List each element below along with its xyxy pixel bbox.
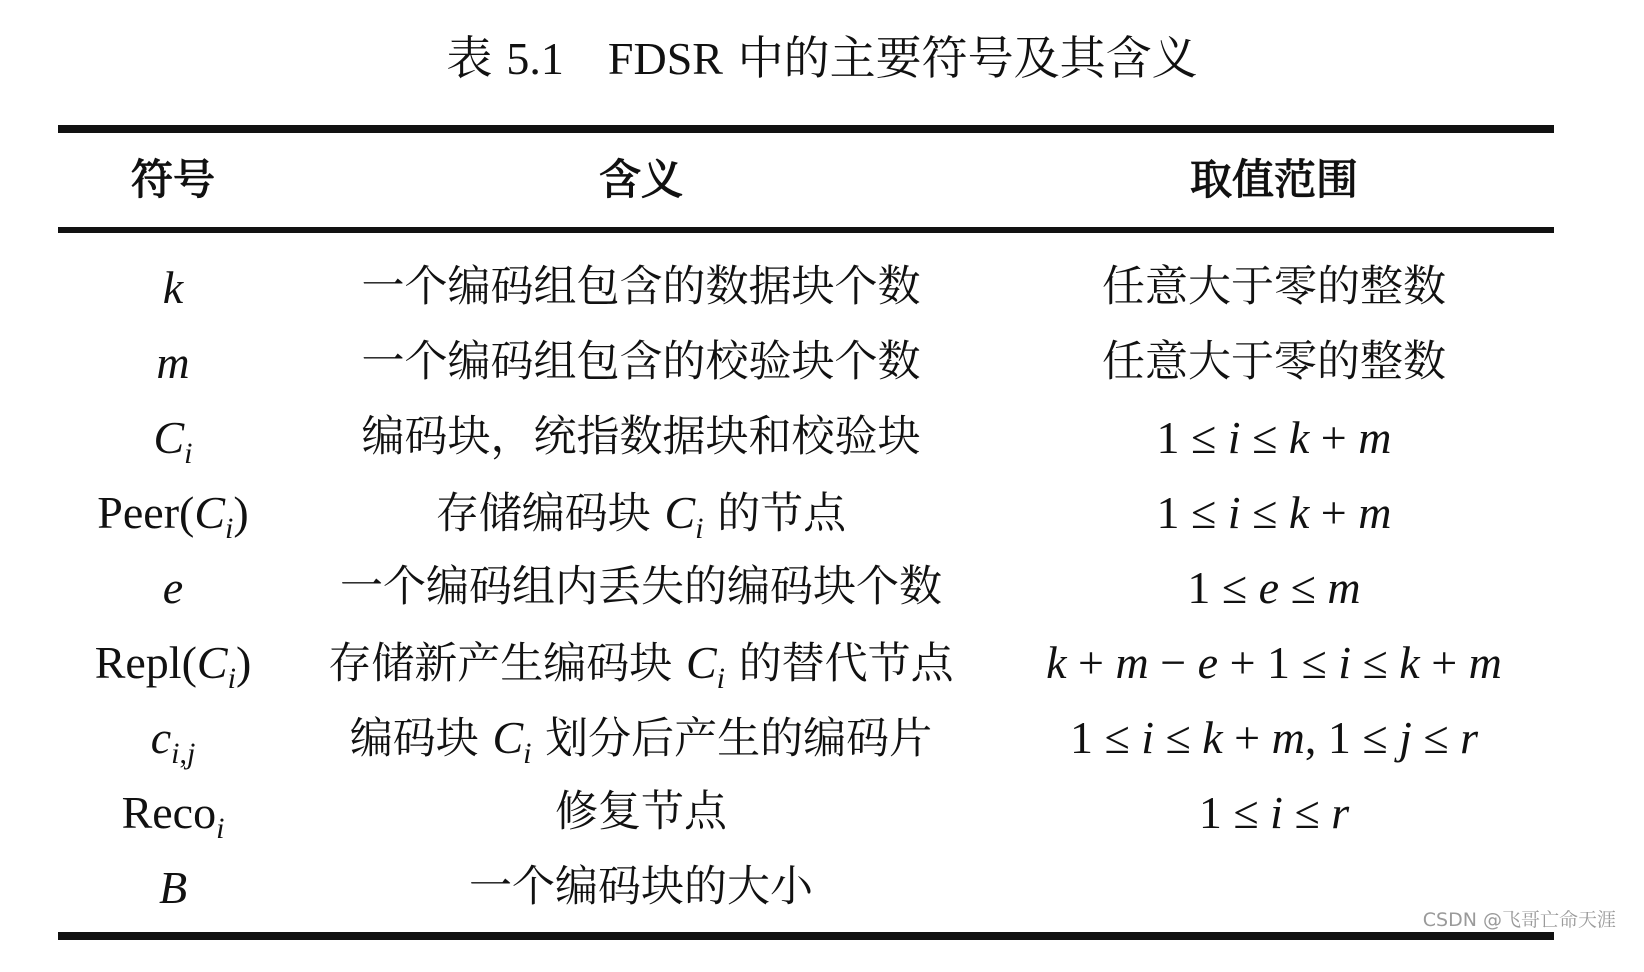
- table-row: [0, 475, 1644, 550]
- symbol-cell: [58, 400, 288, 475]
- range-expression: 1 ≤ i ≤ k + m, 1 ≤ j ≤ r: [1069, 712, 1479, 763]
- symbol-repl: $Repl(C_i)$: [94, 637, 252, 696]
- table-row: [0, 250, 1644, 325]
- symbol-cell: [58, 250, 288, 325]
- meaning-cell: 编码块，统指数据块和校验块: [361, 412, 921, 462]
- caption-abbr: FDSR: [607, 33, 723, 84]
- table-row: [0, 700, 1644, 775]
- meaning-variable: $C_i$: [664, 487, 704, 546]
- symbol-cell: [58, 475, 288, 550]
- range-cell: [994, 400, 1554, 475]
- header-symbol: 符号: [130, 155, 215, 204]
- header-range: 取值范围: [1189, 155, 1358, 204]
- symbol-c-i: $C_i$: [153, 412, 193, 471]
- symbol-cell: [58, 775, 288, 850]
- top-rule: [58, 125, 1554, 133]
- symbol-e: e: [162, 562, 184, 613]
- range-cell: [994, 700, 1554, 775]
- symbol-cell: [58, 700, 288, 775]
- caption-label: 表: [446, 31, 493, 85]
- meaning-before: 存储新产生编码块: [328, 639, 673, 689]
- table-row: [0, 550, 1644, 625]
- caption-text: 中的主要符号及其含义: [737, 31, 1198, 85]
- range-expression: 1 ≤ i ≤ k + m: [1156, 487, 1392, 538]
- table-row: [0, 850, 1644, 925]
- meaning-cell: 一个编码组包含的校验块个数: [361, 337, 921, 387]
- meaning-before: 编码块: [349, 714, 479, 764]
- symbol-c-ij: $c_{i,j}$: [150, 712, 196, 771]
- symbol-cell: [58, 325, 288, 400]
- meaning-after: 的节点: [717, 489, 847, 539]
- range-expression: 1 ≤ i ≤ r: [1198, 787, 1350, 838]
- range-cell: [994, 550, 1554, 625]
- symbol-b: B: [158, 862, 188, 913]
- range-expression: 1 ≤ e ≤ m: [1187, 562, 1361, 613]
- table-row: [0, 325, 1644, 400]
- meaning-cell: 一个编码组内丢失的编码块个数: [340, 562, 942, 612]
- meaning-before: 存储编码块: [435, 489, 651, 539]
- meaning-after: 的替代节点: [738, 639, 954, 689]
- meaning-cell: [288, 700, 994, 777]
- symbol-m: m: [156, 337, 190, 388]
- symbol-reco: Reco$_i$: [121, 787, 225, 846]
- meaning-cell: 修复节点: [555, 787, 727, 837]
- meaning-variable: $C_i$: [685, 637, 726, 696]
- table-caption: [0, 30, 1644, 87]
- bottom-rule: [58, 932, 1554, 940]
- table-row: [0, 625, 1644, 700]
- table-row: [0, 400, 1644, 475]
- watermark: CSDN @飞哥亡命天涯: [1422, 909, 1616, 931]
- range-cell: [994, 775, 1554, 850]
- caption-number: 5.1: [506, 33, 564, 84]
- symbol-cell: [58, 550, 288, 625]
- range-cell: [994, 475, 1554, 550]
- table-body: [0, 250, 1644, 925]
- meaning-cell: [288, 475, 994, 552]
- range-expression: 1 ≤ i ≤ k + m: [1156, 412, 1392, 463]
- symbol-peer: $Peer(C_i)$: [97, 487, 249, 546]
- header-rule: [58, 227, 1554, 233]
- meaning-variable: $C_i$: [492, 712, 532, 771]
- symbol-k: k: [162, 262, 184, 313]
- range-cell: 任意大于零的整数: [1102, 262, 1446, 312]
- header-meaning: 含义: [598, 155, 683, 204]
- symbol-cell: [58, 625, 288, 700]
- table-row: [0, 775, 1644, 850]
- meaning-cell: [288, 625, 994, 702]
- range-cell: 任意大于零的整数: [1102, 337, 1446, 387]
- meaning-after: 划分后产生的编码片: [545, 714, 933, 764]
- symbol-cell: [58, 850, 288, 925]
- range-cell: [994, 625, 1554, 700]
- meaning-cell: 一个编码块的大小: [469, 862, 813, 912]
- table-header: [0, 150, 1644, 210]
- range-expression: k + m − e + 1 ≤ i ≤ k + m: [1046, 637, 1502, 688]
- meaning-cell: 一个编码组包含的数据块个数: [361, 262, 921, 312]
